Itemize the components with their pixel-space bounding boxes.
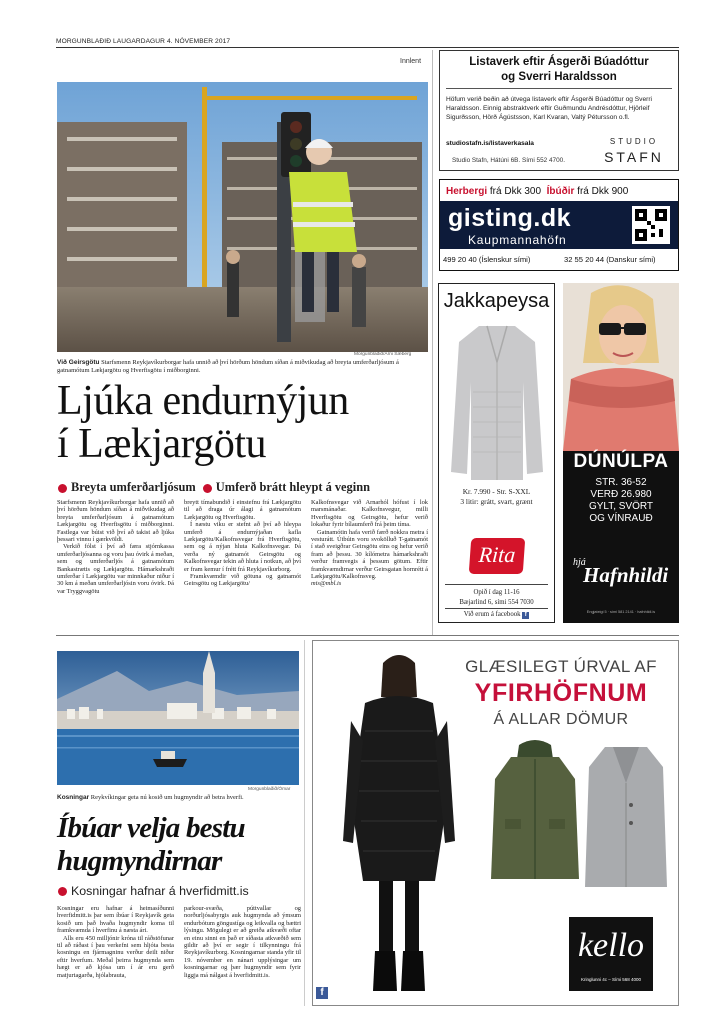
photo-caption [57,359,427,374]
photo2-caption [57,794,302,802]
stafn-logo-bottom: STAFN [604,149,664,165]
hafnhildi-colors: GYLT, SVÖRT [588,501,654,512]
bullet-icon [58,887,67,896]
kicker1: Breyta umferðarljósum [71,480,196,494]
story2-kicker: Kosningar hafnar á hverfidmitt.is [71,884,249,898]
gisting-banner [440,201,678,249]
ad-listaverk-title2: og Sverri Haraldsson [501,71,617,83]
kello-line2: YFIRHÖFNUM [474,679,648,707]
story1-col2-p2: Í næstu viku er stefnt að því að hleypa umferð á endurnýjaðan kafla Lækjargötu/Kalkofnsvegar frá Hverfisgötu, sem og á nýjan hluta Kalkofnsvegar. Þá verða ný gatnamót Geirsgötu og Kalkofnsvegar tekin að hluta í notkun, að því er fram kemur í frétt frá Reykjavíkurborg. [184,521,301,573]
herbergi-label: Herbergi [446,186,488,197]
kello-logo [569,917,653,991]
story2-col2-p1: parkour-svæða, púttvallar og norðurljósabyrgis auk hugmynda að ýmsum endurbótum göngustíga og leikvalla og bættri lýsingu. Mögulegt er að greiða atkvæði oftar en einu sinni en það er síðasta atkvæðið sem gildir að því er segir í tilkynningu frá Reykjavíkurborg. Kosningarnar standa yfir til 19. nóvember en nánari upplýsingar um kosningarnar og þær hugmyndir sem fyrir liggja má nálgast á hverfidmitt.is. [184,905,301,979]
hafnhildi-colors2: OG VÍNRAUÐ [589,513,653,524]
gisting-city: Kaupmannahöfn [468,233,567,247]
bullet-icon [58,484,67,493]
rita-facebook-row[interactable] [439,611,554,619]
story1-col2-p1: breytt tímabundið í einstefnu frá Lækjargötu til að draga úr álagi á gatnamótum Lækjargötu og Hverfisgötu. [184,499,301,521]
herbergi-price: frá Dkk 300 [489,186,542,197]
kicker-row [58,480,370,495]
ad-listaverk-url[interactable]: studiostafn.is/listaverkasala [446,140,534,147]
ad-hafnhildi[interactable] [563,283,679,623]
grey-coat-image [583,743,669,893]
section-label: Innlent [400,58,422,65]
story2-col2 [184,905,301,979]
story2-col1-p2: Alls eru 450 milljónir króna til ráðstöfunar til að ráðast í þau verkefni sem hljóta besta kosningu en fjármagninu verður deilt niður eftir hverfum. Meðal þeirra hugmynda sem hægt er að kjósa um í ár eru gerð matjurtagarða, hjólabrauta, [57,934,174,979]
story1-col2 [184,499,301,588]
story1-col3-p2: Gatnamótin hafa verið færð nokkra metra í vesturátt. Útbúin voru svokölluð T-gatnamót í stað sveigðrar Geirsgötu eins og hefur verið fram að þessu. 30 kílómetra hámarkshraði verður framvegis á þessum götum. Eftir framkvæmdirnar verður Geirsgatan hornrétt á Lækjargötu/Kalkofnsveg. [311,528,428,581]
ibudir-price: frá Dkk 900 [577,186,629,197]
hafnhildi-price: VERÐ 26.980 [590,489,652,500]
ad-listaverk-body: Höfum verið beðin að útvega listaverk eftir Ásgerði Búadóttur og Sverri Haraldsson. Einnig abstraktverk eftir Guðmundu Andrésdóttur, Hjörleif Sigurðsson, Hörð Ágústsson, Karl Kvaran, Valtý Pétursson o.fl. [446,96,652,121]
ibudir-label: Íbúðir [546,186,575,197]
hafnhildi-small: Engjateigi 5 · sími 581 2141 · hafnhildi.is [586,610,656,614]
cardigan-image [449,322,545,484]
caption2-text: Reykvíkingar geta nú kosið um hugmyndir að betra hverfi. [90,794,244,801]
story1-col3-p1: Kalkofnsvegar við Arnarhól hófust í lok marsmánaðar. Kalkofnsvegur, milli Hverfisgötu og Geirsgötu, hefur verið lokaður fyrir bílaumferð frá þeim tíma. [311,499,428,529]
green-jacket-image [489,739,581,889]
headline-story1-line2: í Lækjargötu [57,421,267,467]
bullet-icon [203,484,212,493]
hafnhildi-sizes: STR. 36-52 [595,477,647,488]
hafnhildi-product: DÚNÚLPA [573,451,669,472]
rita-colors: 3 litir: grátt, svart, grænt [460,497,533,506]
photo2-credit: Morgunblaðið/Ómar [248,787,291,792]
headline-story2-line1: Íbúar velja bestu [57,812,245,844]
story1-col1-p1: Starfsmenn Reykjavíkurborgar hafa unnið að því hörðum höndum síðan á miðvikudag að breyta umferðarljósum á gatnamótum Lækjargötu og Hverfisgötu í miðborginni. Fastlega var búist við því að takist að ljúka þessari vinnu í gærkvöldi. [57,499,174,544]
rita-hours: Opið í dag 11-16 [473,589,520,596]
kicker2: Umferð brátt hleypt á veginn [215,480,370,494]
hafnhildi-brand: Hafnhildi [583,563,669,587]
woman-photo [563,283,679,451]
model-image [335,651,461,1001]
kello-address: Kringlunni 4c – Sími 568 4000 [580,977,642,982]
ad-rita[interactable] [438,283,555,623]
kello-line1: GLÆSILEGT ÚRVAL AF [465,657,657,676]
qr-code-icon[interactable] [632,206,670,244]
caption-text: Starfsmenn Reykjavíkurborgar hafa unnið að því hörðum höndum síðan á miðvikudag að breyta umferðarljósum á gatnamótum Lækjargötu og Hverfisgötu í miðborginni. [57,359,399,374]
gisting-phone1: 499 20 40 (Íslenskur sími) [443,255,531,264]
photo-credit: Morgunblaðið/Árni Sæberg [354,352,412,357]
story1-col2-p3: Framkvæmdir við götuna og gatnamót Geirsgötu og Lækjargötu/ [184,573,301,588]
story2-col1-p1: Kosningar eru hafnar á heimasíðunni hverfidmitt.is þar sem íbúar í Reykjavík geta kosið um það hvaða hugmyndir koma til framkvæmda í hverfinu á næsta ári. [57,905,174,935]
rita-facebook: Við erum á facebook [463,611,521,618]
story1-col1 [57,499,174,595]
ad-listaverk-title1: Listaverk eftir Ásgerði Búadóttur [469,56,649,68]
caption2-lead: Kosningar [57,794,90,801]
rita-title: Jakkapeysa [443,290,550,312]
kello-line3: Á ALLAR DÖMUR [493,711,629,728]
construction-photo [57,82,428,352]
ad-listaverk[interactable] [439,50,679,171]
kicker2-row [58,884,249,898]
ad-kello[interactable] [312,640,679,1006]
caption-lead: Við Geirsgötu [57,359,100,366]
hafnhildi-hja: hjá [573,557,586,568]
story2-col1 [57,905,174,979]
gisting-brand: gisting.dk [448,204,572,232]
reykjavik-photo [57,651,299,785]
facebook-icon[interactable]: f [316,987,328,999]
story1-col1-p2: Verkið fólst í því að færa stjórnkassa umferðarljósanna og voru þau óvirk á meðan, sem og umferðarljós á gatnamótum Bankastrætis og Lækjargötu. Hámarkshraði umferðar í Lækjargötu var minnkaður niður í 30 km á meðan umferðarljósin voru óvirk. Þá var Tryggvagötu [57,543,174,595]
kello-logo-text: kello [577,927,645,964]
rita-logo-text: Rita [477,542,517,567]
rita-price: Kr. 7.990 - Str. S-XXL [462,487,531,496]
rita-logo [469,538,526,574]
headline-story2-line2: hugmyndirnar [57,845,222,877]
story1-col3 [311,499,428,588]
facebook-icon[interactable]: f [522,612,529,619]
author-email[interactable]: mis@mbl.is [311,580,342,588]
ad-listaverk-address: Studio Stafn, Hátúni 6B. Sími 552 4700. [452,157,565,164]
ad-gisting[interactable] [439,179,679,271]
gisting-phone2: 32 55 20 44 (Danskur sími) [564,255,656,264]
gisting-prices [446,186,628,197]
dateline: MORGUNBLAÐIÐ LAUGARDAGUR 4. NÓVEMBER 2017 [56,38,231,45]
stafn-logo-top: STUDIO [609,137,659,146]
headline-story1-line1: Ljúka endurnýjun [57,378,349,424]
rita-address: Bæjarlind 6, sími 554 7030 [459,599,534,606]
